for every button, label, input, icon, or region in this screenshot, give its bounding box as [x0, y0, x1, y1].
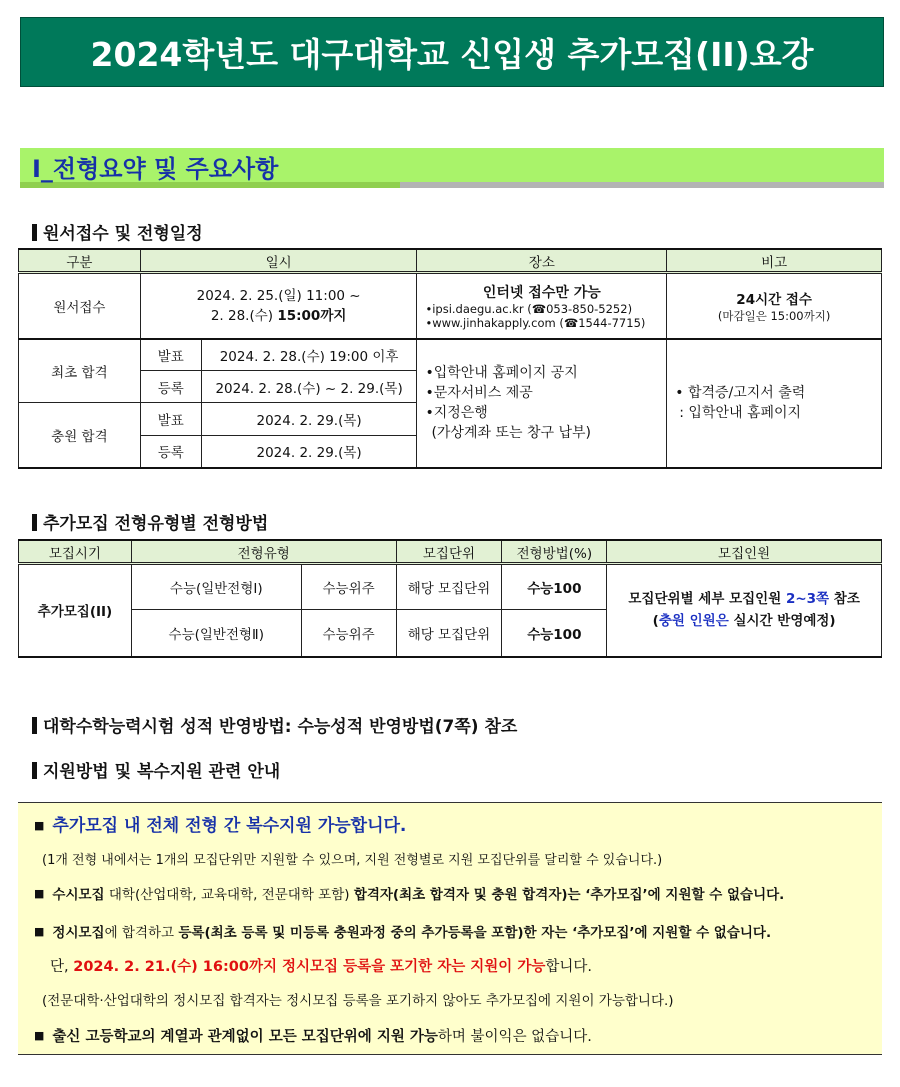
section-header [20, 148, 884, 188]
result-place: •입학안내 홈페이지 공지 •문자서비스 제공 •지정은행 (가상계좌 또는 창구 납부) [417, 339, 667, 468]
cell-label: 등록 [140, 371, 201, 403]
notice-line: ■ 추가모집 내 전체 전형 간 복수지원 가능합니다. [34, 816, 407, 836]
cell-label: 등록 [140, 436, 201, 468]
cell-date: 2024. 2. 28.(수) ~ 2. 29.(목) [201, 371, 417, 403]
unit-cell: 해당 모집단위 [396, 564, 502, 610]
subheading-schedule: 원서접수 및 전형일정 [32, 219, 203, 244]
cell-label: 발표 [140, 339, 201, 371]
subheading-apply: 지원방법 및 복수지원 관련 안내 [32, 757, 280, 782]
col-header: 전형방법(%) [502, 540, 607, 564]
notice-line: ■ 수시모집 대학(산업대학, 교육대학, 전문대학 포함) 합격자(최초 합격자 및 충원 합격자)는 ‘추가모집’에 지원할 수 없습니다. [34, 887, 785, 903]
row-label: 원서접수 [19, 273, 141, 339]
cell-date: 2024. 2. 28.(수) 19:00 이후 [201, 339, 417, 371]
col-header: 비고 [667, 249, 882, 273]
row-label: 충원 합격 [19, 403, 141, 468]
notice-line: ■ 정시모집에 합격하고 등록(최초 등록 및 미등록 충원과정 중의 추가등록을 포함)한 자는 ‘추가모집’에 지원할 수 없습니다. [34, 925, 772, 941]
col-header: 일시 [140, 249, 417, 273]
method-cell: 수능100 [502, 564, 607, 610]
page-title-bar [20, 17, 884, 87]
section-title: I_전형요약 및 주요사항 [32, 155, 279, 183]
col-header: 모집시기 [19, 540, 132, 564]
notice-line: ■ 출신 고등학교의 계열과 관계없이 모든 모집단위에 지원 가능하며 불이익은 없습니다. [34, 1029, 592, 1045]
apply-place: 인터넷 접수만 가능 •ipsi.daegu.ac.kr (☎053-850-5252) •www.jinhakapply.com (☎1544-7715) [417, 273, 667, 339]
cell-label: 발표 [140, 403, 201, 436]
type-cell: 수능(일반전형Ⅰ) [131, 564, 301, 610]
method-cell: 수능100 [502, 610, 607, 657]
result-note: • 합격증/고지서 출력 : 입학안내 홈페이지 [667, 339, 882, 468]
col-header: 구분 [19, 249, 141, 273]
col-header: 전형유형 [131, 540, 396, 564]
row-label: 최초 합격 [19, 339, 141, 403]
notice-box [18, 802, 882, 1055]
method-table [18, 539, 882, 658]
kind-cell: 수능위주 [301, 564, 396, 610]
apply-date: 2024. 2. 25.(일) 11:00 ~ 2. 28.(수) 15:00까지 [140, 273, 417, 339]
page-title: 2024학년도 대구대학교 신입생 추가모집(II)요강 [90, 34, 814, 74]
kind-cell: 수능위주 [301, 610, 396, 657]
notice-line: (전문대학·산업대학의 정시모집 합격자는 정시모집 등록을 포기하지 않아도 추가모집에 지원이 가능합니다.) [42, 993, 674, 1009]
notice-line: 단, 2024. 2. 21.(수) 16:00까지 정시모집 등록을 포기한 자는 지원이 가능합니다. [50, 959, 593, 975]
period-cell: 추가모집(II) [19, 564, 132, 657]
type-cell: 수능(일반전형Ⅱ) [131, 610, 301, 657]
notice-line: (1개 전형 내에서는 1개의 모집단위만 지원할 수 있으며, 지원 전형별로 지원 모집단위를 달리할 수 있습니다.) [42, 853, 663, 868]
col-header: 모집단위 [396, 540, 502, 564]
schedule-table [18, 248, 882, 469]
subheading-method: 추가모집 전형유형별 전형방법 [32, 509, 268, 534]
cell-date: 2024. 2. 29.(목) [201, 436, 417, 468]
quota-cell: 모집단위별 세부 모집인원 2~3쪽 참조 (충원 인원은 실시간 반영예정) [607, 564, 882, 657]
apply-note: 24시간 접수 (마감일은 15:00까지) [667, 273, 882, 339]
unit-cell: 해당 모집단위 [396, 610, 502, 657]
subheading-csat: 대학수학능력시험 성적 반영방법: 수능성적 반영방법(7쪽) 참조 [32, 712, 517, 737]
col-header: 장소 [417, 249, 667, 273]
cell-date: 2024. 2. 29.(목) [201, 403, 417, 436]
col-header: 모집인원 [607, 540, 882, 564]
